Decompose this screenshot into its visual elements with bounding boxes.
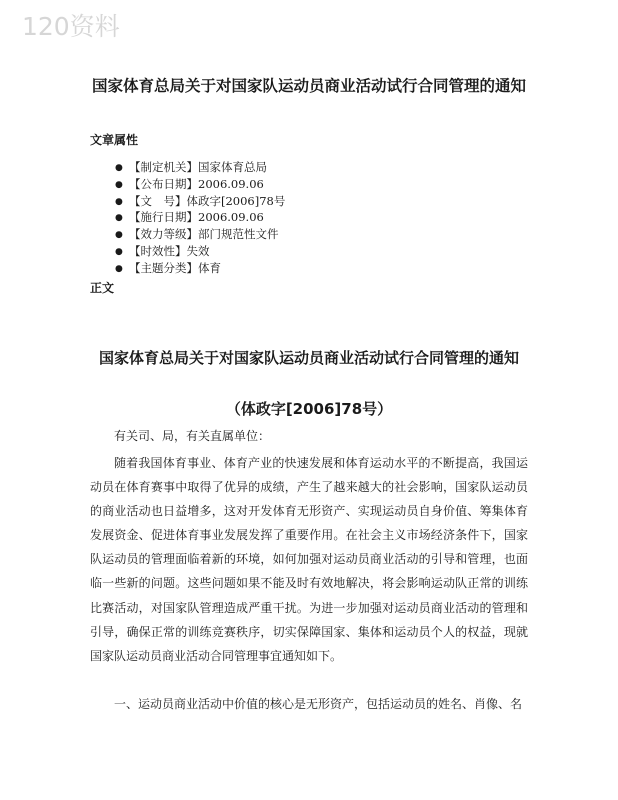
attribute-label: 【文 号】 xyxy=(129,193,187,208)
paragraph-first-item: 一、运动员商业活动中价值的核心是无形资产，包括运动员的姓名、肖像、名 xyxy=(114,697,523,711)
bullet-icon: ● xyxy=(115,196,123,207)
attribute-value: 2006.09.06 xyxy=(198,176,264,191)
attribute-label: 【公布日期】 xyxy=(129,176,198,191)
attribute-label: 【效力等级】 xyxy=(129,227,198,242)
attribute-item-doc-number xyxy=(115,194,285,211)
attribute-item-validity xyxy=(115,244,285,261)
attribute-value: 体政字[2006]78号 xyxy=(186,193,286,208)
attribute-value: 国家体育总局 xyxy=(198,160,267,174)
document-title: 国家体育总局关于对国家队运动员商业活动试行合同管理的通知 xyxy=(91,77,526,95)
attribute-value: 体育 xyxy=(198,260,221,275)
bullet-icon: ● xyxy=(115,213,123,224)
attribute-value: 2006.09.06 xyxy=(198,210,264,225)
attribute-item-topic xyxy=(115,261,285,278)
attribute-value: 失效 xyxy=(186,243,210,258)
attributes-list xyxy=(115,160,285,278)
attribute-item-issuing-authority xyxy=(115,160,285,177)
attribute-label: 【时效性】 xyxy=(129,243,187,258)
paragraph-main: 随着我国体育事业、体育产业的快速发展和体育运动水平的不断提高，我国运动员在体育赛事中取得了优异的成绩，产生了越来越大的社会影响，国家队运动员的商业活动也日益增多，这对开发体育无形资产、实现运动员自身价值、筹集体育发展资金、促进体育事业发展发挥了重要作用。在社会主义市场经济条件下，国家队运动员的管理面临着新的环境，如何加强对运动员商业活动的引导和管理，也面临一些新的问题。这些问题如果不能及时有效地解决，将会影响运动队正常的训练比赛活动，对国家队管理造成严重干扰。为进一步加强对运动员商业活动的管理和引导，确保正常的训练竞赛秩序，切实保障国家、集体和运动员个人的权益，现就国家队运动员商业活动合同管理事宜通知如下。 xyxy=(90,456,528,663)
attribute-value: 部门规范性文件 xyxy=(198,227,279,242)
attribute-item-legal-level xyxy=(115,227,285,244)
attribute-label: 【制定机关】 xyxy=(129,160,198,174)
watermark-logo: 120资料 xyxy=(22,12,120,41)
attribute-item-effective-date xyxy=(115,210,285,227)
attributes-heading: 文章属性 xyxy=(90,133,139,147)
attribute-label: 【施行日期】 xyxy=(129,210,198,225)
body-doc-number: （体政字[2006]78号） xyxy=(225,400,393,418)
bullet-icon: ● xyxy=(115,263,123,274)
attribute-item-publish-date xyxy=(115,177,285,194)
bullet-icon: ● xyxy=(115,230,123,241)
attribute-label: 【主题分类】 xyxy=(129,260,198,275)
salutation: 有关司、局，有关直属单位： xyxy=(114,429,271,443)
body-title: 国家体育总局关于对国家队运动员商业活动试行合同管理的通知 xyxy=(98,349,519,367)
bullet-icon: ● xyxy=(115,246,123,257)
body-heading: 正文 xyxy=(90,281,115,295)
bullet-icon: ● xyxy=(115,179,123,190)
bullet-icon: ● xyxy=(115,163,123,173)
